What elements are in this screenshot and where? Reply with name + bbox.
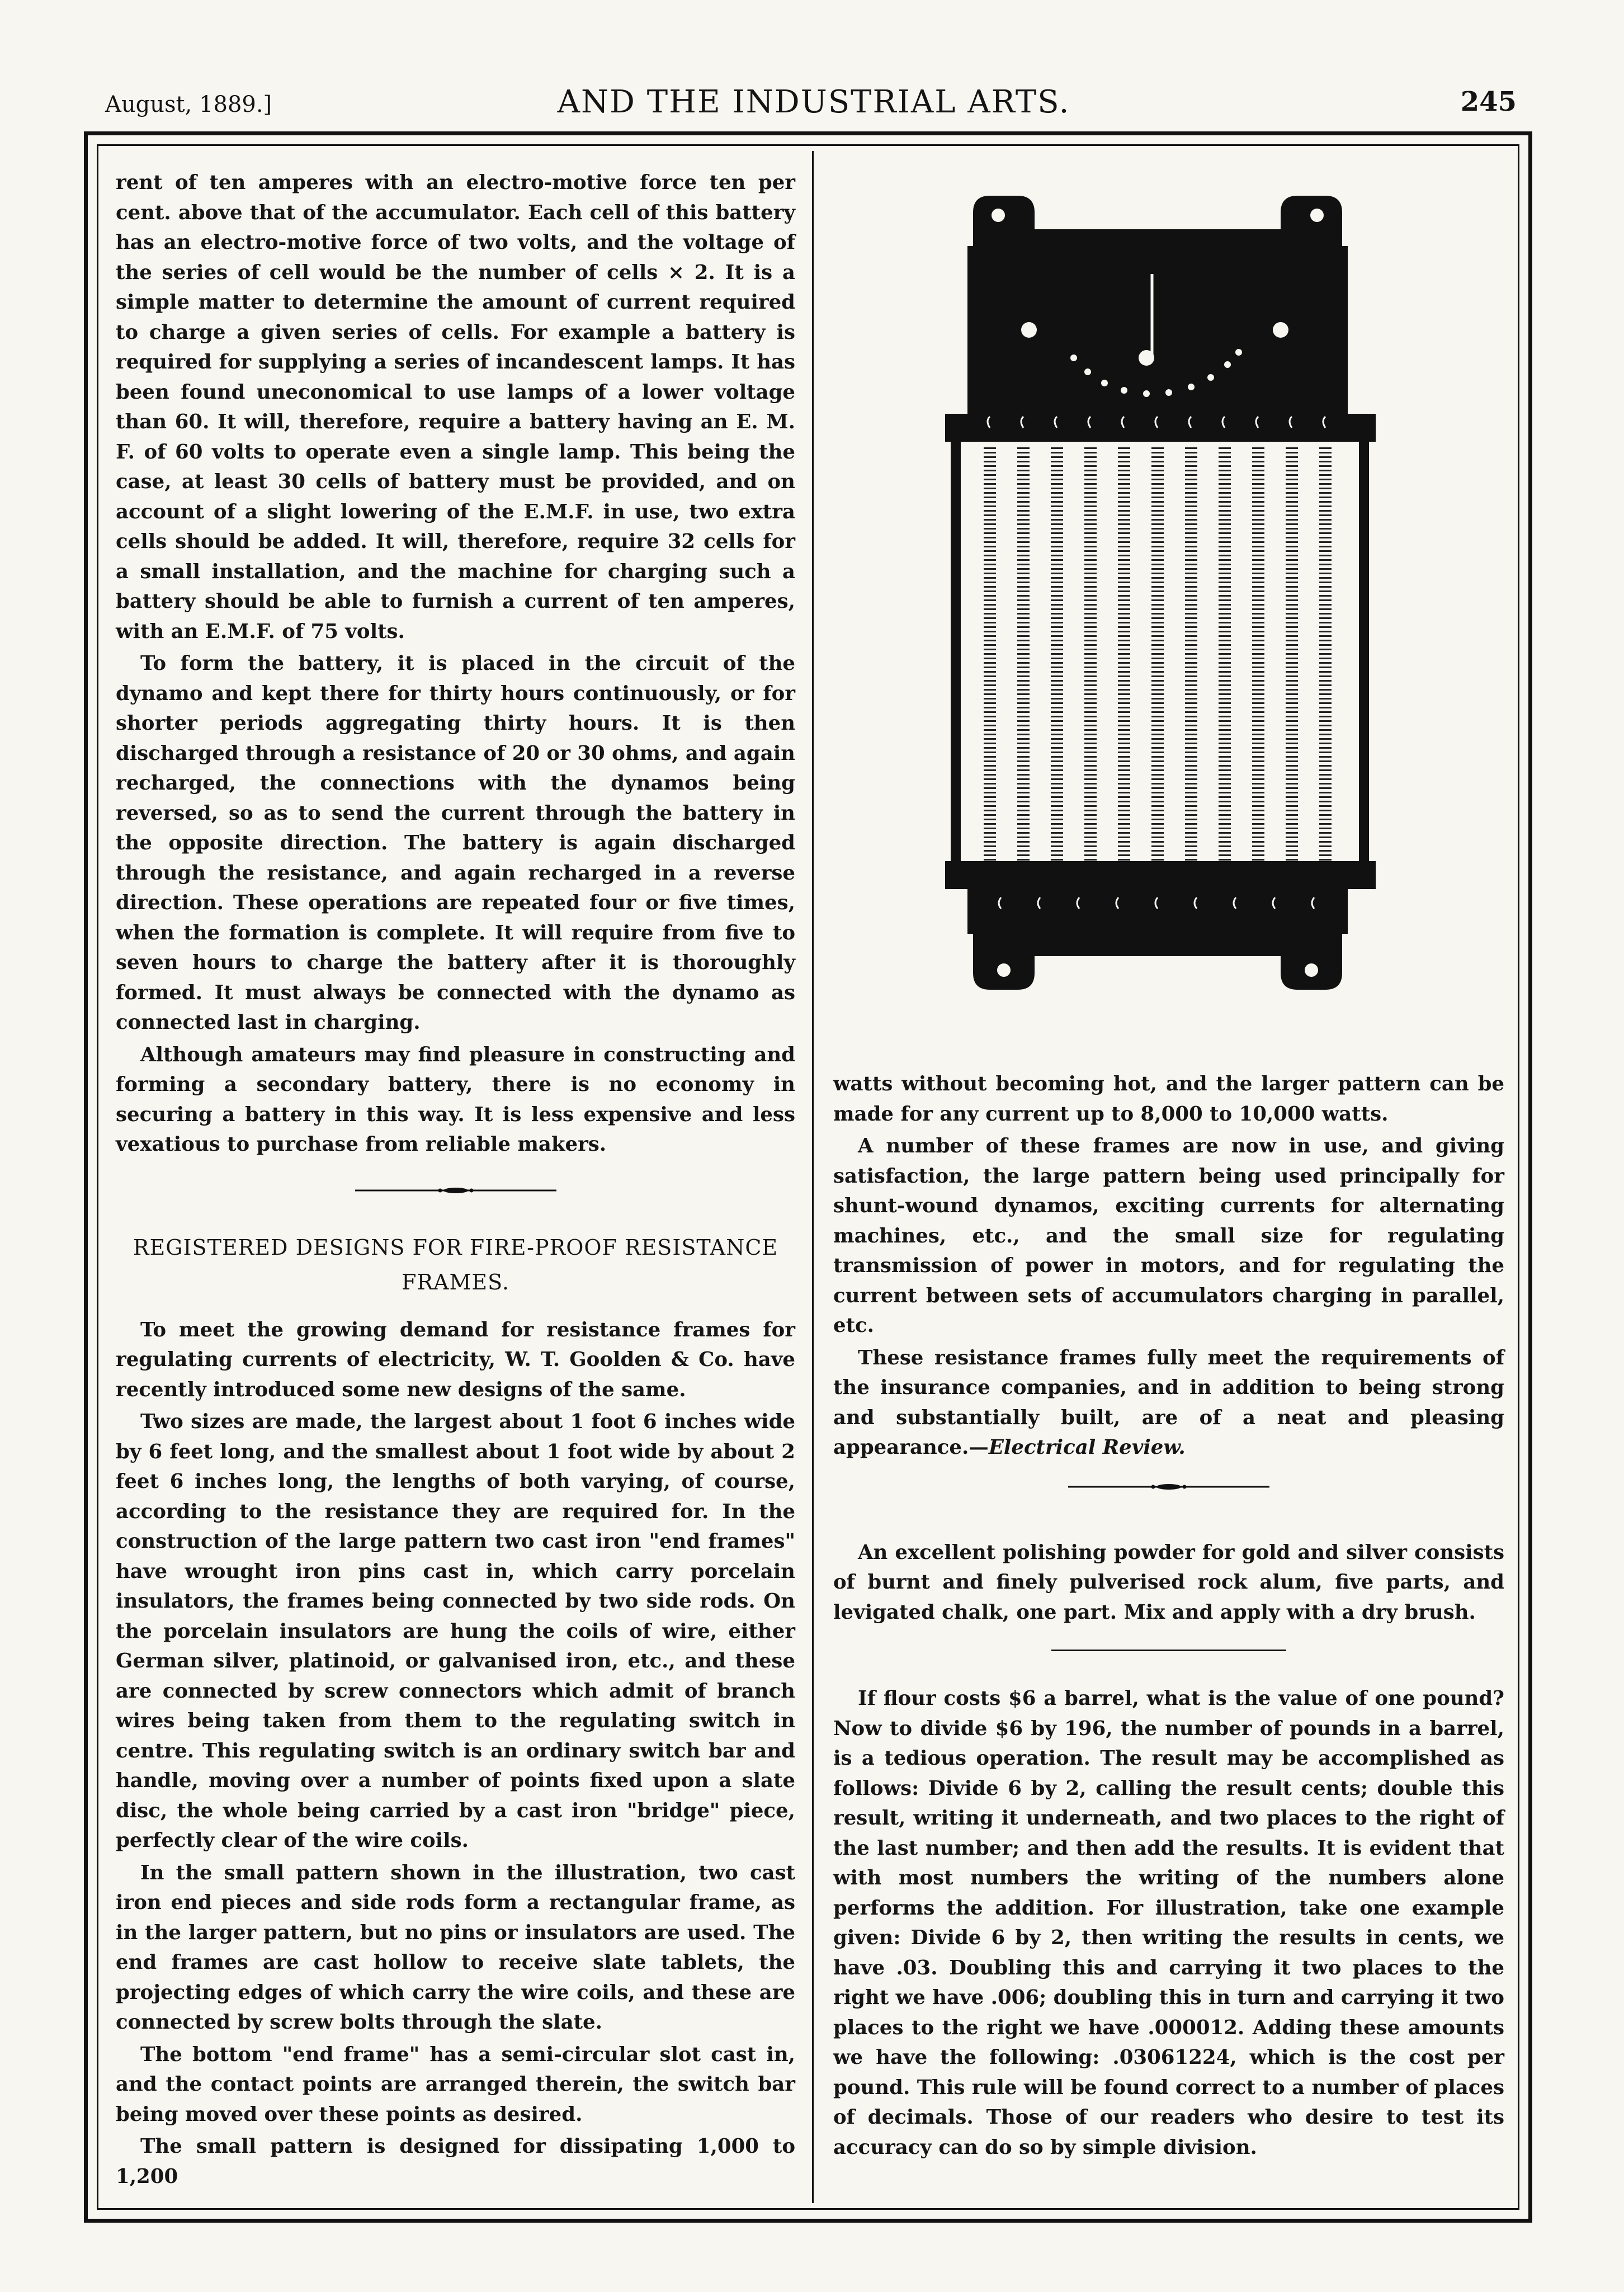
closing-text: These resistance frames fully meet the requirements of the insurance companies, and in addition to being strong and substantially built, are of a neat and pleasing appearance.— <box>833 1346 1504 1459</box>
page-number: 245 <box>1460 86 1517 117</box>
journal-title: AND THE INDUSTRIAL ARTS. <box>557 84 1070 120</box>
paragraph: watts without becoming hot, and the larger pattern can be made for any current up to 8,000 to 10,000 watts. <box>833 1072 1504 1126</box>
paragraph: The bottom "end frame" has a semi-circular slot cast in, and the contact points are arranged therein, the switch bar being moved over these points as desired. <box>116 2043 795 2126</box>
resistance-frame-illustration <box>889 190 1432 1006</box>
column-divider <box>812 151 814 2203</box>
article-title: REGISTERED DESIGNS FOR FIRE-PROOF RESISTANCE FRAMES. <box>133 1235 778 1294</box>
closing-paragraph <box>833 1343 1504 1463</box>
paragraph: The small pattern is designed for dissipating 1,000 to 1,200 <box>116 2135 795 2188</box>
right-column <box>833 1069 1504 2165</box>
paragraph: A number of these frames are now in use, and giving satisfaction, the large pattern being used principally for shunt-wound dynamos, exciting currents for alternating machines, etc., and the small size for regulating transmission of power in motors, and for regulating the current between sets of accumulators charging in parallel, etc. <box>833 1135 1504 1337</box>
paragraph: Two sizes are made, the largest about 1 foot 6 inches wide by 6 feet long, and the smallest about 1 foot wide by about 2 feet 6 inches long, the lengths of both varying, of course, according to the resistance they are required for. In the construction of the large pattern two cast iron "end frames" have wrought iron pins cast in, which carry porcelain insulators, the frames being connected by two side rods. On the porcelain insulators are hung the coils of wire, either German silver, platinoid, or galvanised iron, etc., and these are connected by screw connectors which admit of branch wires being taken from them to the regulating switch in centre. This regulating switch is an ordinary switch bar and handle, moving over a number of points fixed upon a slate disc, the whole being carried by a cast iron "bridge" piece, perfectly clear of the wire coils. <box>116 1410 795 1852</box>
issue-date: August, 1889.] <box>105 92 272 117</box>
section-rule <box>1051 1650 1286 1651</box>
ornament-divider-icon <box>1068 1483 1269 1491</box>
paragraph: Although amateurs may find pleasure in constructing and forming a secondary battery, there is no economy in securing a battery in this way. It is less expensive and less vexatious to purchase from reliable makers. <box>116 1043 795 1156</box>
paragraph: To meet the growing demand for resistance frames for regulating currents of electricity, W. T. Goolden & Co. have recently introduced some new designs of the same. <box>116 1318 795 1401</box>
running-header <box>101 84 1527 129</box>
paragraph: An excellent polishing powder for gold and silver consists of burnt and finely pulverised rock alum, five parts, and levigated chalk, one part. Mix and apply with a dry brush. <box>833 1540 1504 1624</box>
paragraph: rent of ten amperes with an electro-motive force ten per cent. above that of the accumulator. Each cell of this battery has an electro-motive force of two volts, and the voltage of the series of cell would be the number of cells × 2. It is a simple matter to determine the amount of current required to charge a given series of cells. For example a battery is required for supplying a series of incandescent lamps. It has been found uneconomical to use lamps of a lower voltage than 60. It will, therefore, require a battery having an E. M. F. of 60 volts to operate even a single lamp. This being the case, at least 30 cells of battery must be provided, and on account of a slight lowering of the E.M.F. in use, two extra cells should be added. It will, therefore, require 32 cells for a small installation, and the machine for charging such a battery should be able to furnish a current of ten amperes, with an E.M.F. of 75 volts. <box>116 171 795 643</box>
source-citation: Electrical Review. <box>988 1436 1186 1459</box>
ornament-divider-icon <box>355 1187 556 1194</box>
paragraph: In the small pattern shown in the illustration, two cast iron end pieces and side rods form a rectangular frame, as in the larger pattern, but no pins or insulators are used. The end frames are cast hollow to receive slate tablets, the projecting edges of which carry the wire coils, and these are connected by screw bolts through the slate. <box>116 1861 795 2034</box>
paragraph: If flour costs $6 a barrel, what is the value of one pound? Now to divide $6 by 196, the number of pounds in a barrel, is a tedious operation. The result may be accomplished as follows: Divide 6 by 2, calling the result cents; double this result, writing it underneath, and two places to the right of the last number; and then add the results. It is evident that with most numbers the writing of the numbers alone performs the addition. For illustration, take one example given: Divide 6 by 2, then writing the results in cents, we have .03. Doubling this and carrying it two places to the right we have .006; doubling this in turn and carrying it two places to the right we have .000012. Adding these amounts we have the following: .03061224, which is the cost per pound. This rule will be found correct to a number of places of decimals. Those of our readers who desire to test its accuracy can do so by simple division. <box>833 1687 1504 2159</box>
paragraph: To form the battery, it is placed in the circuit of the dynamo and kept there for thirty hours continuously, or for shorter periods aggregating thirty hours. It is then discharged through a resistance of 20 or 30 ohms, and again recharged, the connections with the dynamos being reversed, so as to send the current through the battery in the opposite direction. The battery is again discharged through the resistance, and again recharged in a reverse direction. These operations are repeated four or five times, when the formation is complete. It will require from five to seven hours to charge the battery after it is thoroughly formed. It must always be connected with the dynamo as connected last in charging. <box>116 652 795 1034</box>
left-column <box>116 168 795 2194</box>
